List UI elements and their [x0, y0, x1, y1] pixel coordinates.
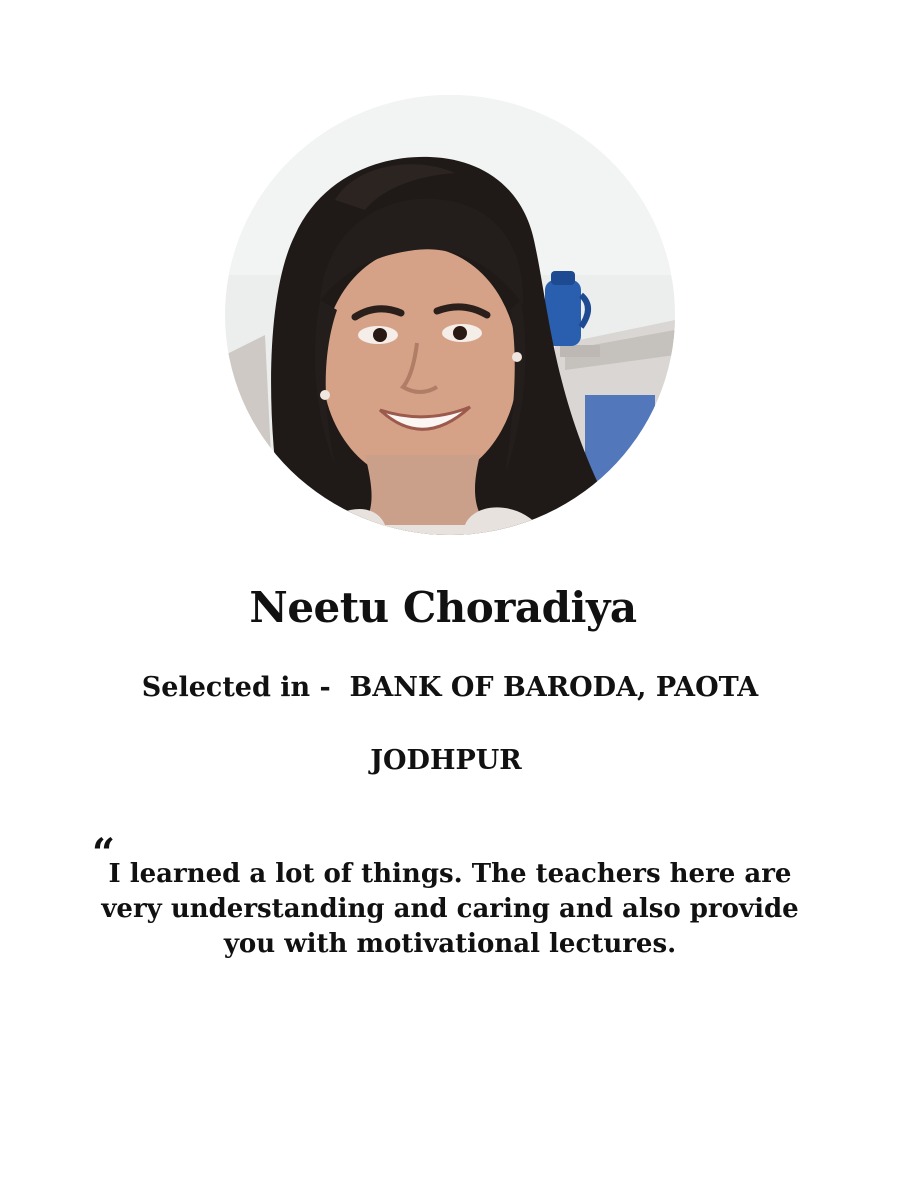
portrait-photo-icon: [225, 95, 675, 535]
selection-city: JODHPUR: [370, 745, 522, 776]
testimonial-quote: I learned a lot of things. The teachers here are very understanding and caring and also provide you with motivational lectures.: [101, 859, 799, 959]
student-name: Neetu Choradiya: [249, 583, 637, 632]
quote-mark-icon: “: [92, 830, 116, 877]
selection-info: Selected in - BANK OF BARODA, PAOTA: [141, 672, 759, 703]
profile-photo: [225, 95, 675, 535]
